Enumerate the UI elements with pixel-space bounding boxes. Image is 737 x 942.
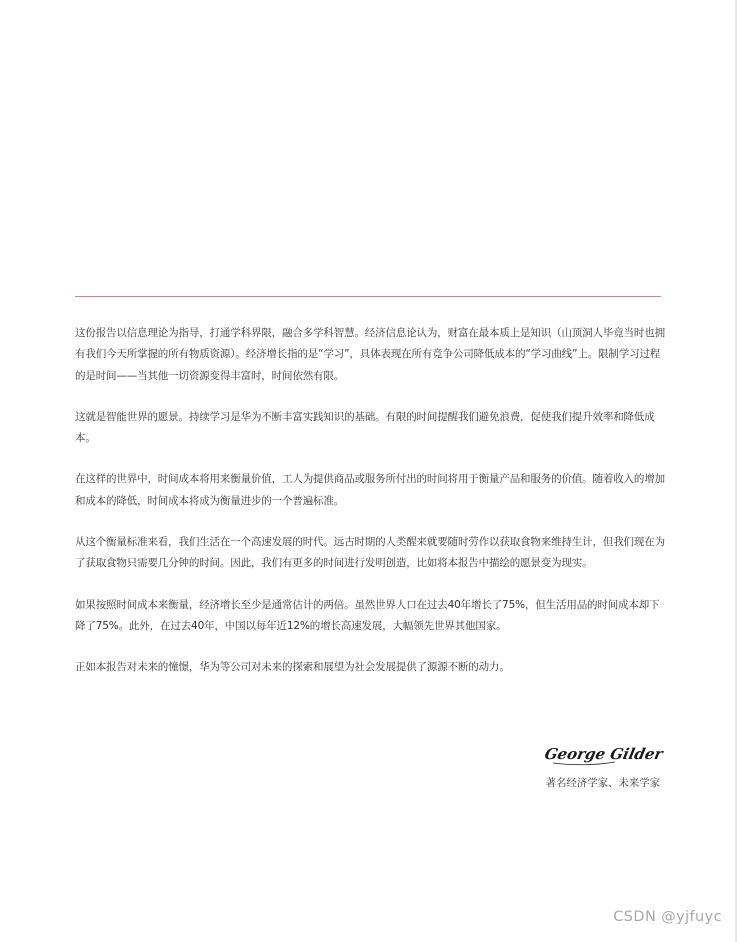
paragraph-6: 正如本报告对未来的憧憬，华为等公司对未来的探索和展望为社会发展提供了源源不断的动力。 bbox=[75, 661, 510, 674]
paragraph-4: 从这个衡量标准来看，我们生活在一个高速发展的时代。远古时期的人类醒来就要随时劳作以获取食物来维持生计，但我们现在为了获取食物只需要几分钟的时间。因此，我们有更多的时间进行发明创造，比如将本报告中描绘的愿景变为现实。 bbox=[75, 536, 665, 570]
handwritten-signature bbox=[545, 735, 665, 771]
paragraph-2: 这就是智能世界的愿景。持续学习是华为不断丰富实践知识的基础。有限的时间提醒我们避免浪费，促使我们提升效率和降低成本。 bbox=[75, 410, 655, 445]
signature-image bbox=[545, 735, 665, 771]
signature-script: George Gilder bbox=[545, 745, 665, 763]
watermark: CSDN @yjfuyc bbox=[613, 909, 722, 925]
divider-line bbox=[75, 296, 661, 297]
author-title: 著名经济学家、未来学家 bbox=[545, 777, 660, 789]
body-text bbox=[75, 323, 665, 699]
paragraph-3: 在这样的世界中，时间成本将用来衡量价值，工人为提供商品或服务所付出的时间将用于衡量产品和服务的价值。随着收入的增加和成本的降低，时间成本将成为衡量进步的一个普遍标准。 bbox=[75, 473, 665, 507]
paragraph-5: 如果按照时间成本来衡量，经济增长至少是通常估计的两倍。虽然世界人口在过去40年增长了75%，但生活用品的时间成本却下降了75%。此外，在过去40年，中国以每年近12%的增长高速发展，大幅领先世界其他国家。 bbox=[75, 598, 660, 632]
paragraph-1: 这份报告以信息理论为指导，打通学科界限，融合多学科智慧。经济信息论认为，财富在最本质上是知识（山顶洞人毕竟当时也拥有我们今天所掌握的所有物质资源）。经济增长指的是“学习”，具体表现在所有竞争公司降低成本的“学习曲线”上。限制学习过程的是时间——当其他一切资源变得丰富时，时间依然有限。 bbox=[75, 327, 665, 382]
